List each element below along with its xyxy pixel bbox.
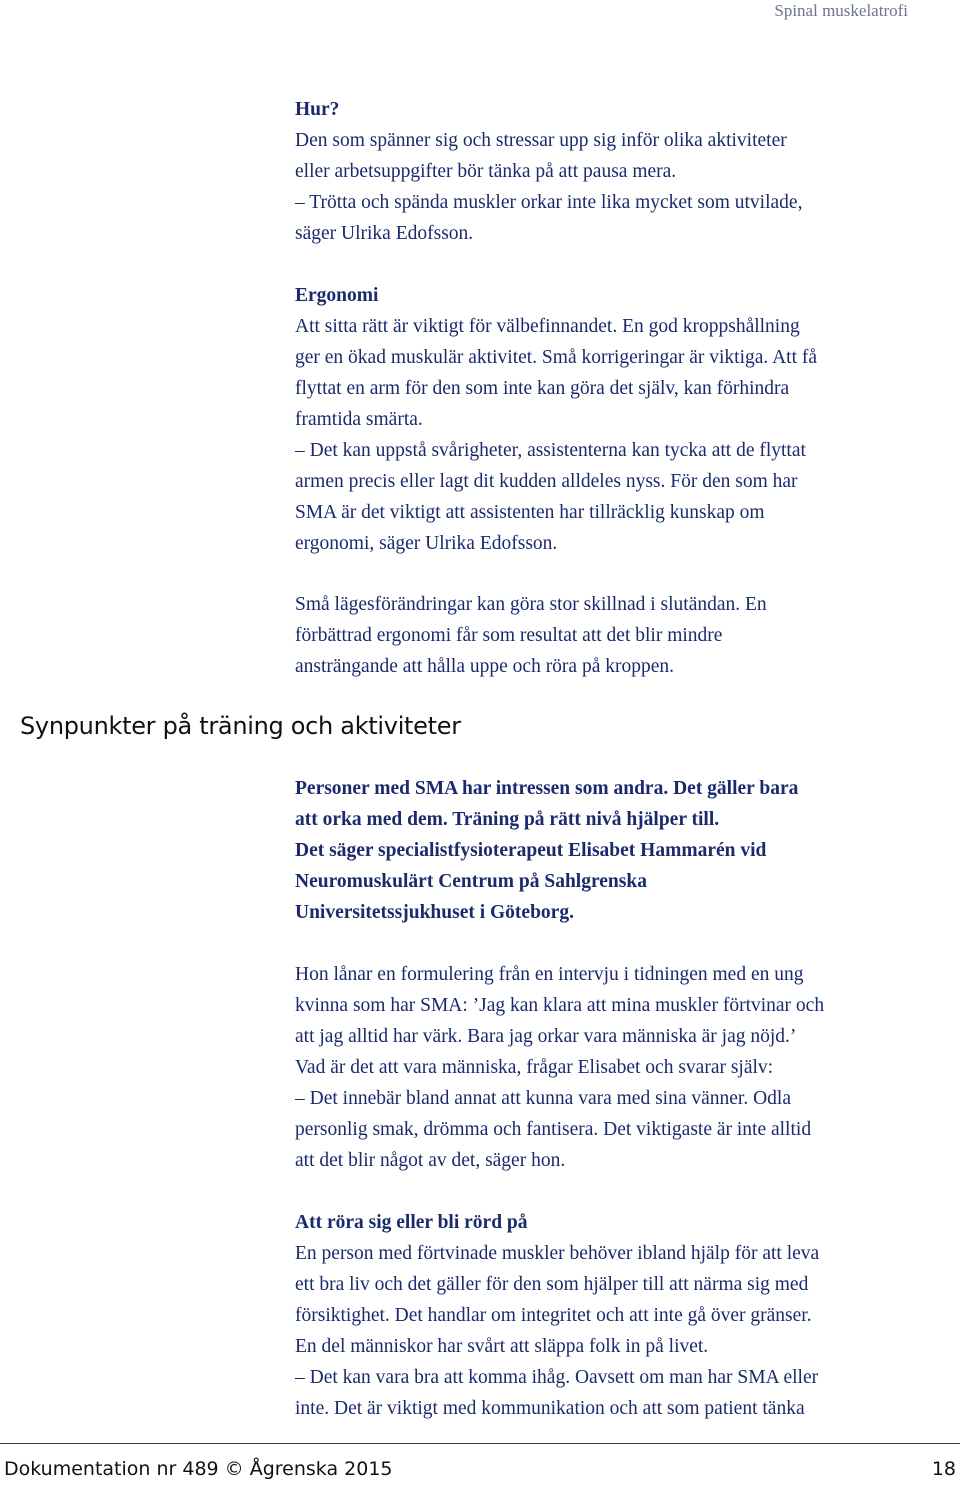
section-hur	[295, 94, 935, 249]
ingress-line: Universitetssjukhuset i Göteborg.	[295, 902, 574, 923]
section-ingress	[295, 773, 935, 928]
body-line: ansträngande att hålla uppe och röra på kroppen.	[295, 656, 675, 677]
page-number: 18	[931, 1458, 956, 1480]
body-line: – Det kan vara bra att komma ihåg. Oavsett om man har SMA eller	[295, 1367, 819, 1388]
body-line: förbättrad ergonomi får som resultat att det blir mindre	[295, 625, 723, 646]
body-line: Vad är det att vara människa, frågar Elisabet och svarar själv:	[295, 1057, 774, 1078]
body-line: inte. Det är viktigt med kommunikation och att som patient tänka	[295, 1398, 805, 1419]
body-line: Den som spänner sig och stressar upp sig inför olika aktiviteter	[295, 130, 787, 151]
body-line: att jag alltid har värk. Bara jag orkar vara människa är jag nöjd.’	[295, 1026, 797, 1047]
body-line: Hon lånar en formulering från en intervju i tidningen med en ung	[295, 964, 804, 985]
ingress-line: Neuromuskulärt Centrum på Sahlgrenska	[295, 871, 647, 892]
section-intervju	[295, 959, 935, 1176]
footer-divider	[0, 1443, 960, 1444]
body-line: SMA är det viktigt att assistenten har tillräcklig kunskap om	[295, 502, 765, 523]
body-line: kvinna som har SMA: ’Jag kan klara att mina muskler förtvinar och	[295, 995, 825, 1016]
body-line: Små lägesförändringar kan göra stor skillnad i slutändan. En	[295, 594, 767, 615]
body-line: Att sitta rätt är viktigt för välbefinnandet. En god kroppshållning	[295, 316, 800, 337]
body-line: En del människor har svårt att släppa folk in på livet.	[295, 1336, 709, 1357]
running-header: Spinal muskelatrofi	[774, 1, 908, 20]
body-line: försiktighet. Det handlar om integritet och att inte gå över gränser.	[295, 1305, 812, 1326]
side-heading: Synpunkter på träning och aktiviteter	[20, 712, 461, 740]
body-line: personlig smak, drömma och fantisera. Det viktigaste är inte alltid	[295, 1119, 812, 1140]
body-line: ergonomi, säger Ulrika Edofsson.	[295, 533, 558, 554]
section-rora	[295, 1207, 935, 1424]
ingress-line: Personer med SMA har intressen som andra. Det gäller bara	[295, 778, 799, 799]
ingress-line: att orka med dem. Träning på rätt nivå hjälper till.	[295, 809, 720, 830]
body-line: En person med förtvinade muskler behöver ibland hjälp för att leva	[295, 1243, 820, 1264]
body-line: att det blir något av det, säger hon.	[295, 1150, 566, 1171]
section-ergonomi	[295, 280, 935, 559]
section-heading-hur: Hur?	[295, 99, 340, 120]
section-heading-rora: Att röra sig eller bli rörd på	[295, 1212, 528, 1233]
section-heading-ergonomi: Ergonomi	[295, 285, 379, 306]
body-line: eller arbetsuppgifter bör tänka på att pausa mera.	[295, 161, 677, 182]
body-line: ger en ökad muskulär aktivitet. Små korrigeringar är viktiga. Att få	[295, 347, 818, 368]
body-line: flyttat en arm för den som inte kan göra det själv, kan förhindra	[295, 378, 790, 399]
ingress-line: Det säger specialistfysioterapeut Elisabet Hammarén vid	[295, 840, 767, 861]
body-line: – Trötta och spända muskler orkar inte lika mycket som utvilade,	[295, 192, 803, 213]
body-line: säger Ulrika Edofsson.	[295, 223, 474, 244]
body-line: – Det kan uppstå svårigheter, assistenterna kan tycka att de flyttat	[295, 440, 806, 461]
body-line: – Det innebär bland annat att kunna vara med sina vänner. Odla	[295, 1088, 791, 1109]
footer-publication: Dokumentation nr 489 © Ågrenska 2015	[4, 1458, 393, 1480]
body-line: framtida smärta.	[295, 409, 423, 430]
body-line: ett bra liv och det gäller för den som hjälper till att närma sig med	[295, 1274, 809, 1295]
body-line: armen precis eller lagt dit kudden alldeles nyss. För den som har	[295, 471, 798, 492]
section-sma-lage	[295, 589, 935, 682]
